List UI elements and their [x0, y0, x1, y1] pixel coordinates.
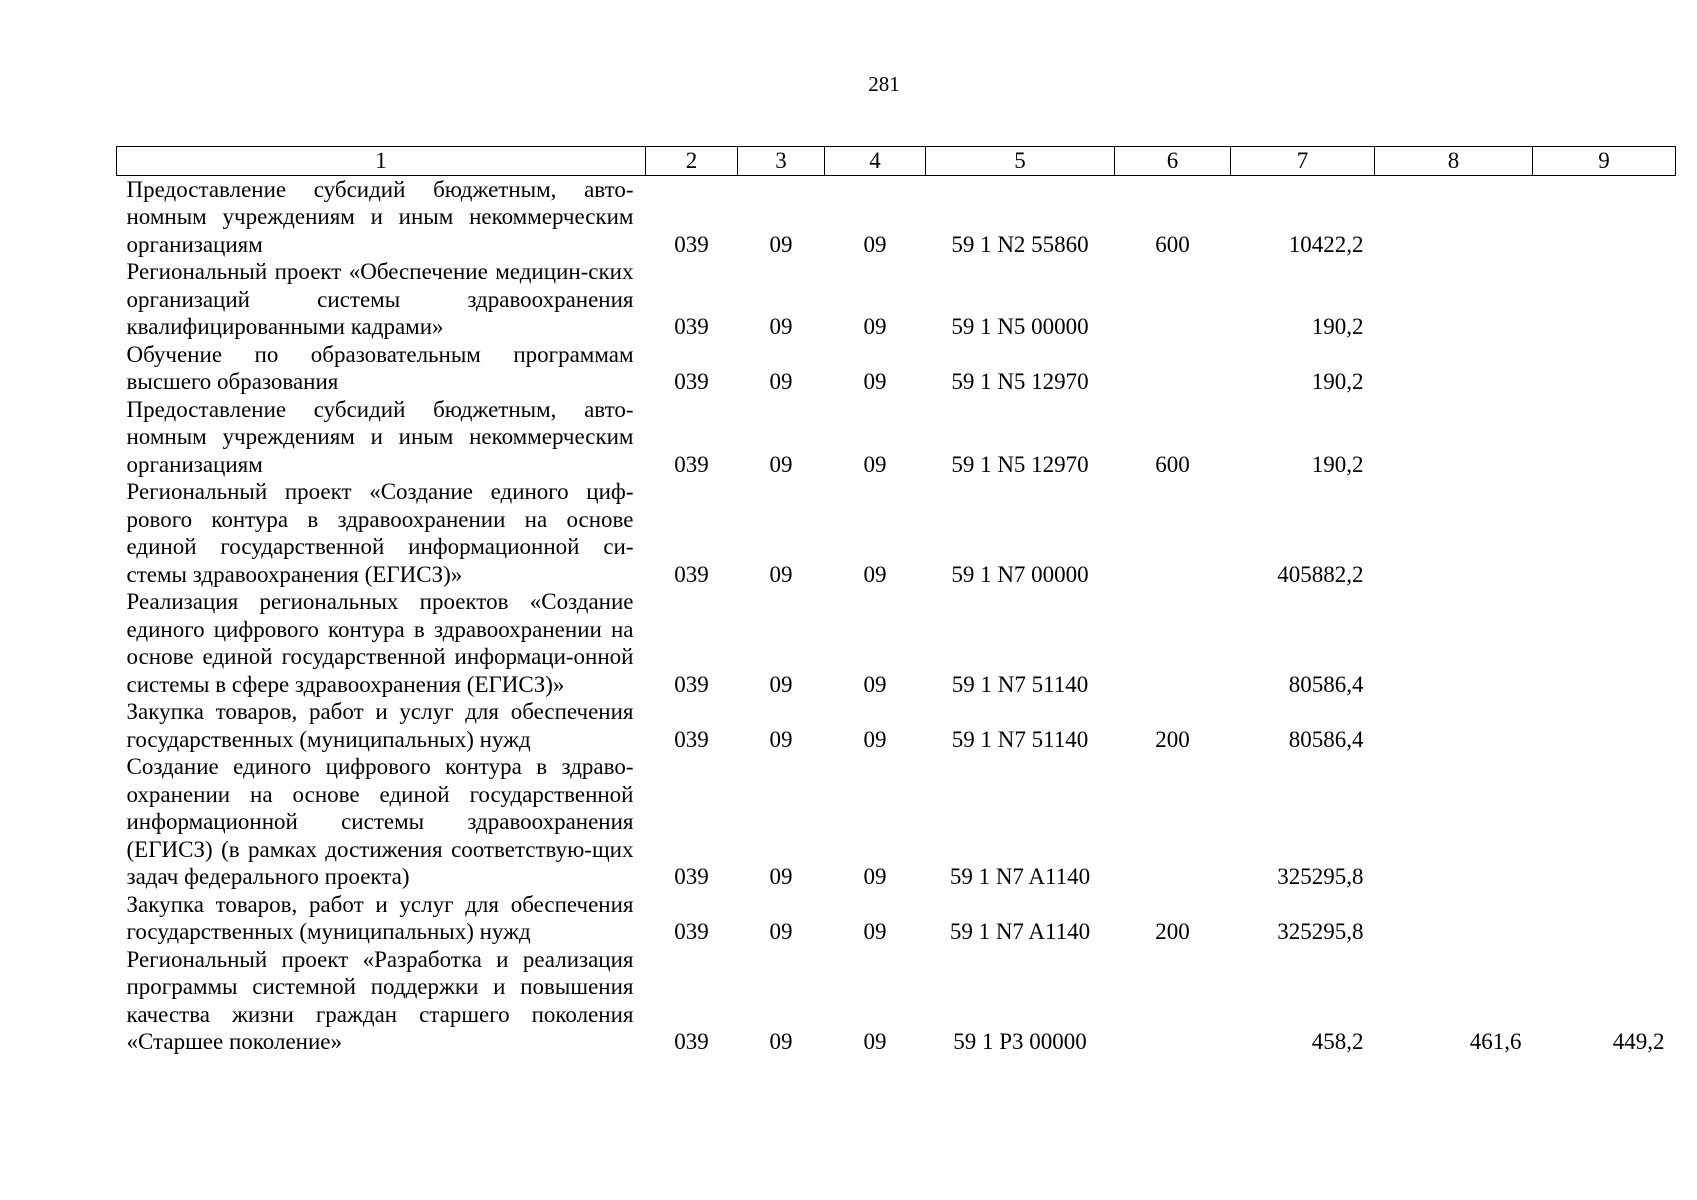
- subsection-code: 09: [863, 369, 887, 394]
- subsection-code: 09: [863, 561, 887, 587]
- expense-type-code: [1115, 588, 1231, 698]
- table-row: [117, 698, 1676, 753]
- ministry-code: 039: [674, 1029, 709, 1054]
- ministry-code: 039: [674, 561, 709, 587]
- column-number-header-row: [117, 147, 1676, 176]
- amount-col9: [1533, 698, 1676, 753]
- amount-col8: 461,6: [1469, 1029, 1522, 1054]
- subsection-code: 09: [863, 231, 887, 257]
- amount-col8: [1375, 891, 1533, 946]
- amount-col8: [1375, 753, 1533, 891]
- table-row: [117, 946, 1676, 1056]
- row-description: Региональный проект «Создание единого циф-рового контура в здравоохранении на основе единой государственной информационной си-стемы здравоохранения (ЕГИСЗ)»: [126, 479, 634, 587]
- row-description: Региональный проект «Обеспечение медицин-ских организаций системы здравоохранения квалифицированными кадрами»: [126, 259, 634, 339]
- expense-type-code: 600: [1155, 451, 1190, 477]
- amount-col8: [1375, 698, 1533, 753]
- amount-col9: [1533, 396, 1676, 479]
- page-number: 281: [868, 72, 900, 96]
- amount-col9: 449,2: [1612, 1029, 1665, 1054]
- subsection-code: 09: [863, 726, 887, 752]
- ministry-code: 039: [674, 314, 709, 339]
- amount-col9: [1533, 175, 1676, 258]
- expense-type-code: [1115, 258, 1231, 341]
- amount-col7: 405882,2: [1277, 561, 1364, 587]
- amount-col9: [1533, 258, 1676, 341]
- table-row: [117, 588, 1676, 698]
- column-header-5: 5: [926, 147, 1115, 176]
- row-description: Реализация региональных проектов «Создание единого цифрового контура в здравоохранении на основе единой государственной информаци-онной системы в сфере здравоохранения (ЕГИСЗ)»: [126, 589, 634, 697]
- section-code: 09: [769, 451, 793, 477]
- amount-col8: [1375, 396, 1533, 479]
- expense-type-code: [1115, 478, 1231, 588]
- amount-col9: [1533, 478, 1676, 588]
- target-article-code: 59 1 P3 00000: [953, 1029, 1087, 1054]
- expense-type-code: [1115, 753, 1231, 891]
- table-row: [117, 891, 1676, 946]
- subsection-code: 09: [863, 314, 887, 339]
- amount-col9: [1533, 341, 1676, 396]
- table-row: [117, 478, 1676, 588]
- table-row: [117, 175, 1676, 258]
- target-article-code: 59 1 N7 A1140: [949, 919, 1091, 944]
- ministry-code: 039: [674, 671, 709, 697]
- column-header-4: 4: [825, 147, 926, 176]
- table-row: [117, 753, 1676, 891]
- row-description: Закупка товаров, работ и услуг для обеспечения государственных (муниципальных) нужд: [126, 699, 634, 752]
- amount-col7: 325295,8: [1277, 864, 1364, 889]
- row-description: Закупка товаров, работ и услуг для обеспечения государственных (муниципальных) нужд: [126, 891, 634, 944]
- ministry-code: 039: [674, 369, 709, 394]
- expense-type-code: 200: [1155, 919, 1190, 944]
- section-code: 09: [769, 369, 793, 394]
- column-header-9: 9: [1533, 147, 1676, 176]
- amount-col7: 190,2: [1311, 451, 1364, 477]
- amount-col8: [1375, 258, 1533, 341]
- section-code: 09: [769, 561, 793, 587]
- expense-type-code: 200: [1155, 726, 1190, 752]
- amount-col7: 80586,4: [1288, 726, 1364, 752]
- subsection-code: 09: [863, 919, 887, 944]
- table-row: [117, 258, 1676, 341]
- column-header-2: 2: [646, 147, 738, 176]
- section-code: 09: [769, 231, 793, 257]
- row-description: Региональный проект «Разработка и реализация программы системной поддержки и повышения качества жизни граждан старшего поколения «Старшее поколение»: [126, 946, 634, 1054]
- target-article-code: 59 1 N7 A1140: [949, 864, 1091, 889]
- subsection-code: 09: [863, 671, 887, 697]
- column-header-1: 1: [117, 147, 646, 176]
- section-code: 09: [769, 314, 793, 339]
- table-row: [117, 341, 1676, 396]
- row-description: Предоставление субсидий бюджетным, авто-номным учреждениям и иным некоммерческим организациям: [126, 396, 634, 477]
- subsection-code: 09: [863, 451, 887, 477]
- target-article-code: 59 1 N7 51140: [951, 726, 1089, 752]
- ministry-code: 039: [674, 231, 709, 257]
- target-article-code: 59 1 N5 00000: [951, 314, 1089, 339]
- amount-col9: [1533, 753, 1676, 891]
- section-code: 09: [769, 864, 793, 889]
- row-description: Создание единого цифрового контура в здраво-охранении на основе единой государственной информационной системы здравоохранения (ЕГИСЗ) (в рамках достижения соответствую-щих задач федерального проекта): [126, 754, 634, 889]
- amount-col8: [1375, 341, 1533, 396]
- target-article-code: 59 1 N2 55860: [951, 231, 1089, 257]
- row-description: Обучение по образовательным программам высшего образования: [126, 341, 634, 394]
- target-article-code: 59 1 N5 12970: [951, 451, 1089, 477]
- section-code: 09: [769, 671, 793, 697]
- amount-col7: 10422,2: [1288, 231, 1364, 257]
- section-code: 09: [769, 726, 793, 752]
- expense-type-code: [1115, 946, 1231, 1056]
- amount-col7: 325295,8: [1277, 919, 1364, 944]
- amount-col8: [1375, 478, 1533, 588]
- subsection-code: 09: [863, 864, 887, 889]
- ministry-code: 039: [674, 726, 709, 752]
- amount-col9: [1533, 891, 1676, 946]
- budget-table: [116, 146, 1676, 1056]
- table-row: [117, 396, 1676, 479]
- ministry-code: 039: [674, 864, 709, 889]
- column-header-6: 6: [1115, 147, 1231, 176]
- column-header-3: 3: [738, 147, 825, 176]
- expense-type-code: [1115, 341, 1231, 396]
- ministry-code: 039: [674, 919, 709, 944]
- expense-type-code: 600: [1155, 231, 1190, 257]
- amount-col7: 80586,4: [1288, 671, 1364, 697]
- amount-col7: 458,2: [1311, 1029, 1364, 1054]
- amount-col7: 190,2: [1311, 314, 1364, 339]
- target-article-code: 59 1 N7 51140: [951, 671, 1089, 697]
- column-header-7: 7: [1231, 147, 1375, 176]
- amount-col8: [1375, 588, 1533, 698]
- subsection-code: 09: [863, 1029, 887, 1054]
- section-code: 09: [769, 1029, 793, 1054]
- row-description: Предоставление субсидий бюджетным, авто-номным учреждениям и иным некоммерческим организациям: [126, 176, 634, 257]
- amount-col8: [1375, 175, 1533, 258]
- column-header-8: 8: [1375, 147, 1533, 176]
- target-article-code: 59 1 N7 00000: [951, 561, 1089, 587]
- ministry-code: 039: [674, 451, 709, 477]
- section-code: 09: [769, 919, 793, 944]
- amount-col7: 190,2: [1311, 369, 1364, 394]
- target-article-code: 59 1 N5 12970: [951, 369, 1089, 394]
- amount-col9: [1533, 588, 1676, 698]
